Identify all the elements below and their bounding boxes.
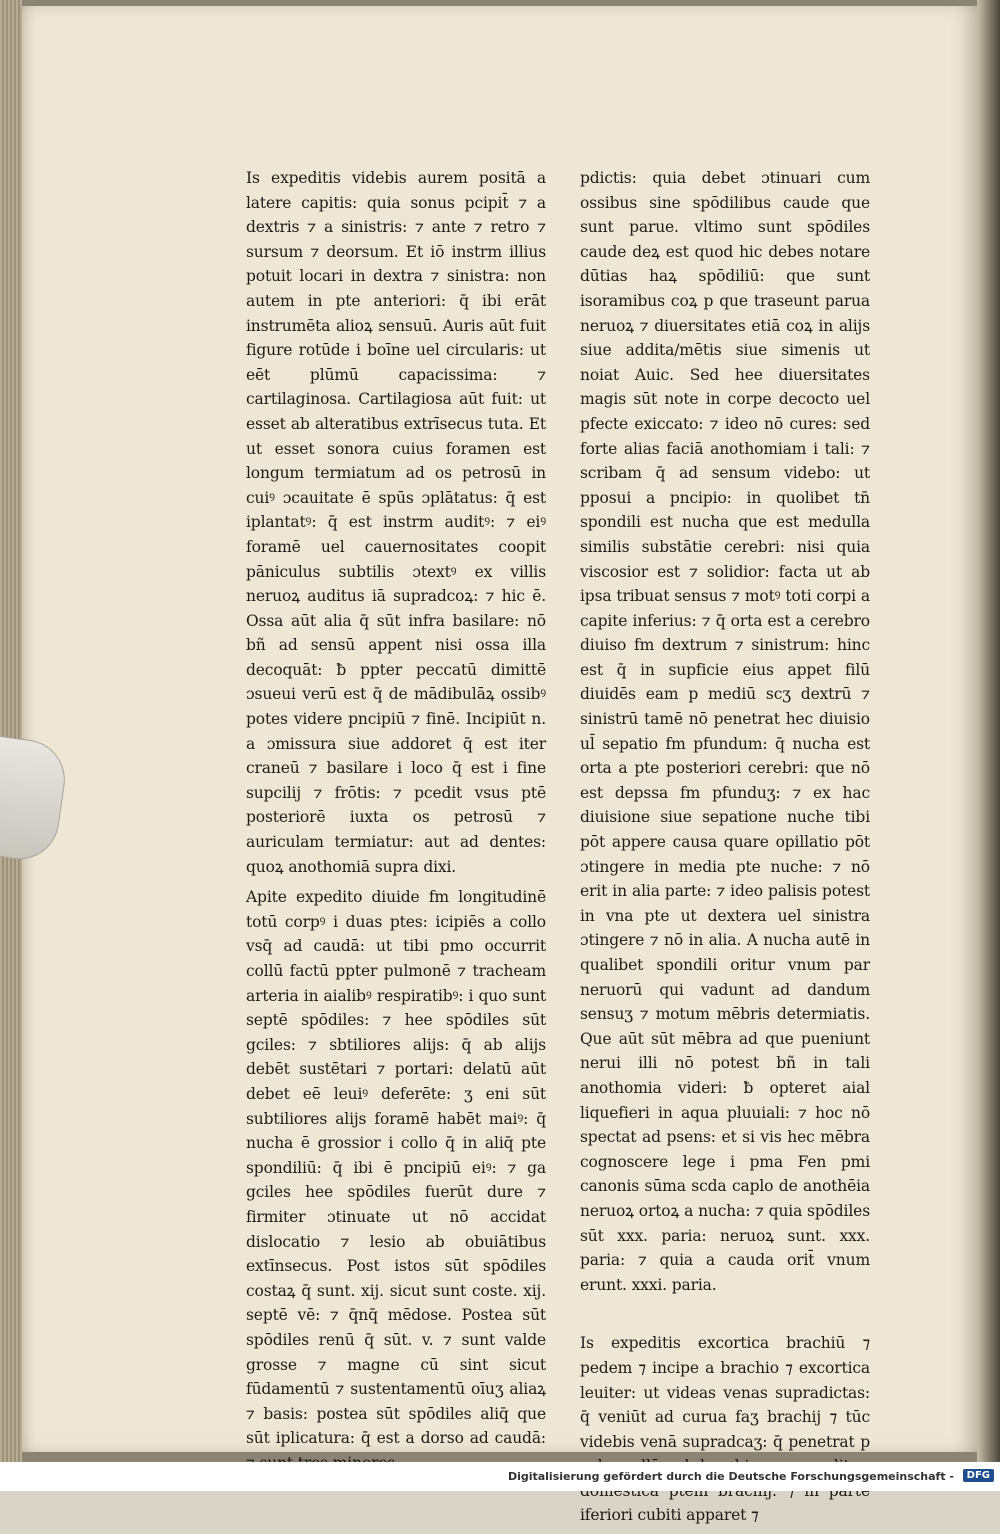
- footer-bar: [0, 1462, 1000, 1491]
- book-spine-shadow: [977, 0, 1000, 1462]
- paragraph-ear: Is expeditis videbis aurem positā a latere capitis: quia sonus pcipit̄ ⁊ a dextris ⁊ a sinistris: ⁊ ante ⁊ retro ⁊ sursum ⁊ deorsum. Et iō instrm illius potuit locari in dextra ⁊ sinistra: non autem in pte anteriori: q̄ ibi erāt instrumēta alioꝝ sensuū. Auris aūt fuit figure rotūde i boīne uel circularis: ut eēt plūmū capacissima: ⁊ cartilaginosa. Cartilagiosa aūt fuit: ut esset ab alteratibus extrīsecus tuta. Et ut esset sonora cuius foramen est longum termiatum ad os petrosū in cuiꝰ ɔcauitate ē spūs ɔplātatus: q̄ est iplantatꝰ: q̄ est instrm auditꝰ: ⁊ eiꝰ foramē uel cauernositates coopit pāniculus subtilis ɔtextꝰ ex villis neruoꝝ auditus iā supradcoꝝ: ⁊ hic ē. Ossa aūt alia q̄ sūt infra basilare: nō bñ ad sensū appent nisi ossa illa decoquāt: ƀ ppter peccatū dimittē ɔsueui verū est q̄ de mādibulāꝝ ossibꝰ potes videre pncipiū ⁊ finē. Incipiūt n. a ɔmissura siue addoret q̄ est iter craneū ⁊ basilare i loco q̄ est i fine supcilij ⁊ frōtis: ⁊ pcedit vsus ptē posteriorē iuxta os petrosū ⁊ auriculam termiatur: aut ad dentes: quoꝝ anothomiā supra dixi.: [246, 169, 546, 876]
- paragraph-spine: Apite expedito diuide fm longitudinē totū corpꝰ i duas ptes: icipiēs a collo vsq̄ ad caudā: ut tibi pmo occurrit collū factū ppter pulmonē ⁊ tracheam arteria in aialibꝰ respiratibꝰ: i quo sunt septē spōdiles: ⁊ hee spōdiles sūt gciles: ⁊ sbtiliores alijs: q̄ ab alijs debēt sustētari ⁊ portari: delatū aūt debet eē leuiꝰ deferēte: ʒ eni sūt subtiliores alijs foramē habēt maiꝰ: q̄ nucha ē grossior i collo q̄ in aliq̄ pte spondiliū: q̄ ibi ē pncipiū eiꝰ: ⁊ ga gciles hee spōdiles fuerūt dure ⁊ firmiter ɔtinuate ut nō accidat dislocatio ⁊ lesio ab obuiātibus extīnsecus. Post istos sūt spōdiles costaꝝ q̄ sunt. xij. sicut sunt coste. xij. septē vē: ⁊ q̄nq̄ mēdose. Postea sūt spōdiles renū q̄ sūt. v. ⁊ sunt valde grosse ⁊ magne cū sint sicut fūdamentū ⁊ sustentamentū oīuʒ aliaꝝ ⁊ basis: postea sūt spōdiles aliq̄ que sūt iplicatura: q̄ est a dorso ad caudā:: [246, 888, 546, 1448]
- book-page-edges: [0, 0, 22, 1462]
- right-column: [580, 166, 870, 1534]
- paragraph-arm: Is expeditis excortica brachiū ⁊ pedem ⁊ incipe a brachio ⁊ excortica leuiter: ut videas venas supradictas: q̄ veniūt ad curua faʒ brachij ⁊ tūc videbis venā supradcaʒ: q̄ penetrat p iferiori cubiti apparet ⁊: [580, 1334, 870, 1525]
- left-column: [246, 166, 546, 1481]
- dfg-logo: DFG: [963, 1469, 994, 1482]
- footer-credit: Digitalisierung gefördert durch die Deutsche Forschungsgemeinschaft -: [507, 1470, 954, 1483]
- paragraph-nucha: pdictis: quia debet ɔtinuari cum ossibus sine spōdilibus caude que sunt parue. vltimo sunt spōdiles caude deꝝ est quod hic debes notare dūtias haꝝ spōdiliū: que sunt isoramibus coꝝ p que traseunt parua neruoꝝ ⁊ diuersitates etiā coꝝ in alijs siue addita/mētis siue simenis ut noiat Auic. Sed hee diuersitates magis sūt note in corpe decocto uel pfecte exiccato: ⁊ ideo nō cures: sed forte alias faciā anothomiam i tali: ⁊ scribam q̄ ad sensum videbo: ut pposui a pncipio: in quolibet tn̄ spondili est nucha que est medulla similis substātie cerebri: nisi quia viscosior est ⁊ solidior: facta ut ab ipsa tribuat sensus ⁊ motꝰ toti corpi a capite inferius: ⁊ q̄ orta est a cerebro diuiso fm dextrum ⁊ sinistrum: hinc est q̄ in supficie eius appet filū diuidēs eam p mediū scʒ dextrū ⁊ sinistrū tamē nō penetrat hec diuisio ul̄ sepatio fm pfundum: q̄ nucha est orta a pte posteriori cerebri: que nō est depssa fm pfunduʒ: ⁊ ex hac diuisione siue sepatione nuche tibi pōt appere causa quare opillatio pōt ɔtingere in media pte nuche: ⁊ nō erit in alia parte: ⁊ ideo palisis potest in vna pte ut dextera uel sinistra ɔtingere ⁊ nō in alia. A nucha autē in qualibet spondili oritur vnum par neruorū qui vadunt ad dandum sensuʒ ⁊ motum mēbris determiatis. Que aūt sūt mēbra ad que pueniunt nerui illi nō potest bñ in tali anothomia videri: ƀ opteret aial liquefieri in aqua pluuiali: ⁊ hoc nō spectat ad psens: et si vis hec mēbra cognoscere lege i pma Fen pmi canonis sūma scda caplo de anothēia neruoꝝ ortoꝝ a nucha: ⁊ quia spōdiles sūt xxx. paria: neruoꝝ sunt. xxx. paria: ⁊ quia a cauda orit̄ vnum erunt. xxxi. paria.: [580, 169, 870, 1294]
